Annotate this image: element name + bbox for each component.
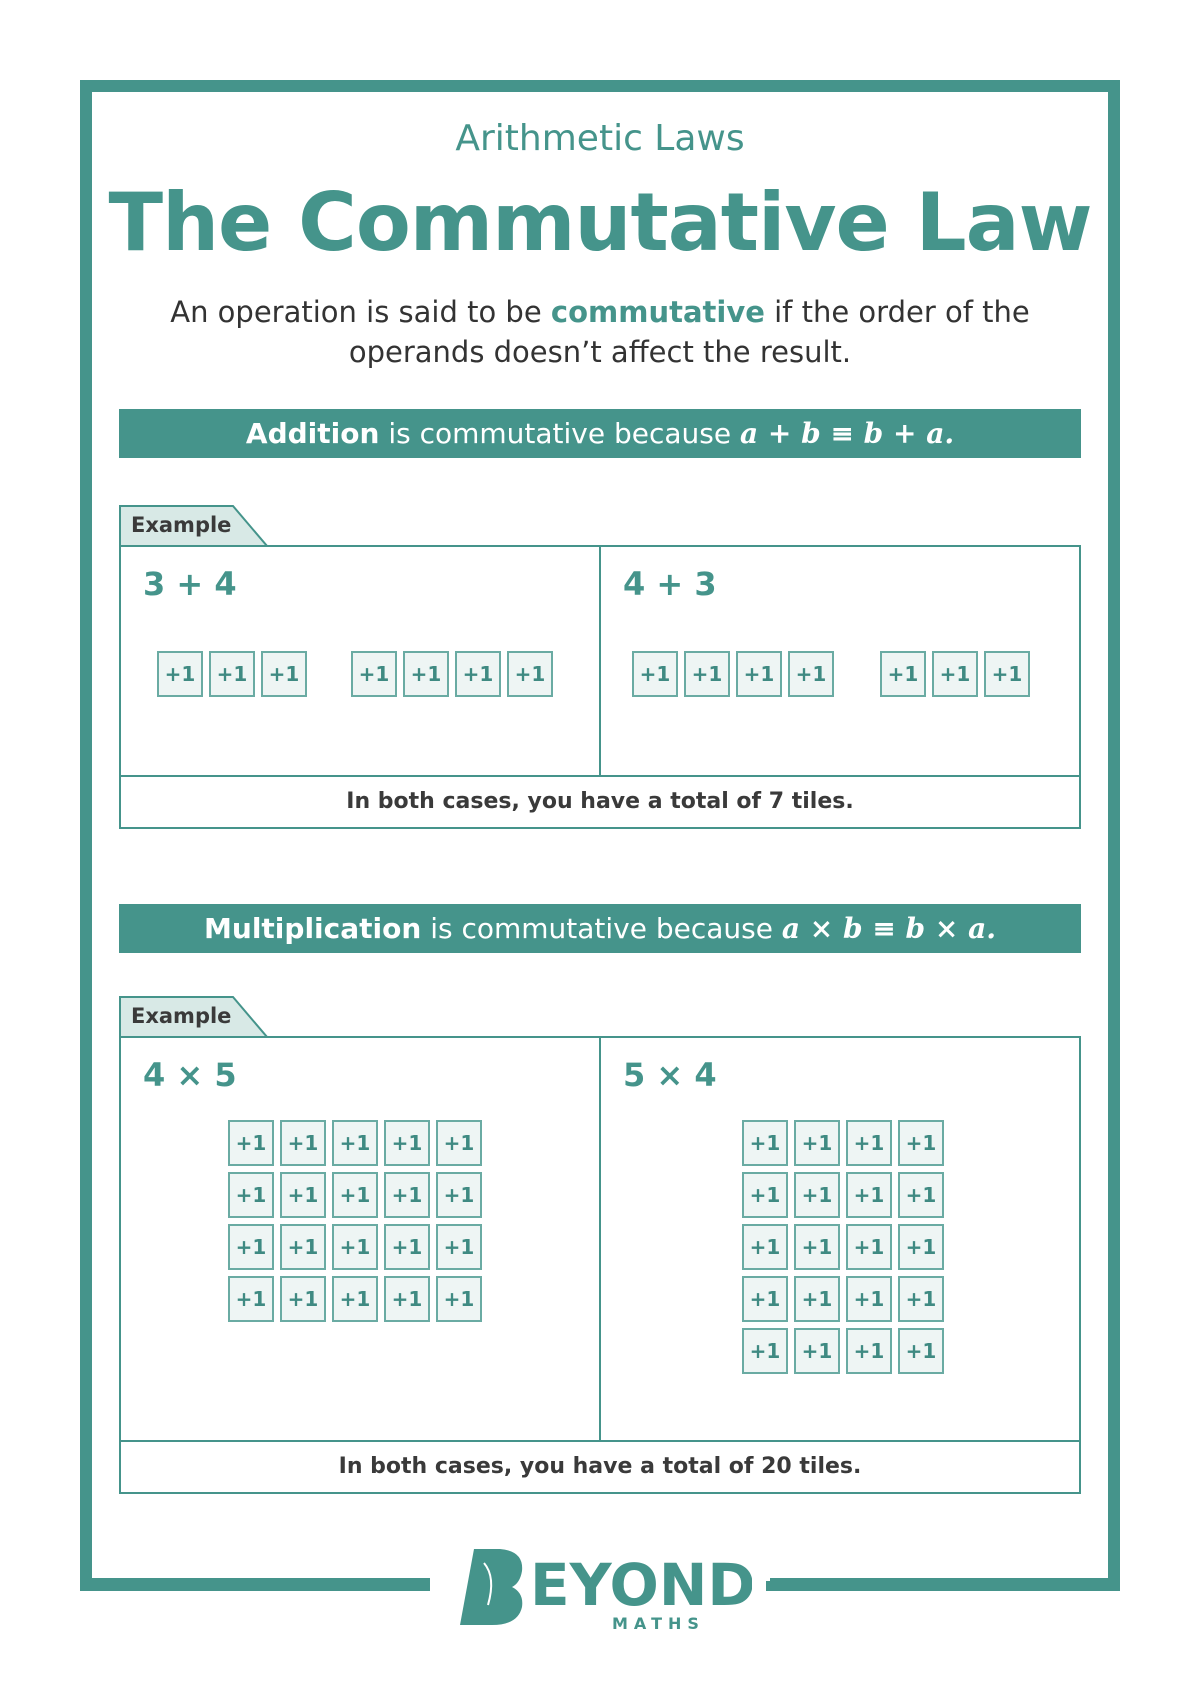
tab-label: Example [131, 1004, 232, 1028]
tile: +1 [332, 1172, 378, 1218]
addition-right-panel [601, 547, 1079, 775]
addition-footer: In both cases, you have a total of 7 tiles. [121, 775, 1079, 827]
frame-bottom-right [766, 1581, 1120, 1591]
tile: +1 [436, 1120, 482, 1166]
addition-example-tab [119, 505, 267, 545]
intro-before: An operation is said to be [170, 295, 551, 329]
banner-formula: a + b ≡ b + a. [740, 417, 955, 450]
tile: +1 [898, 1224, 944, 1270]
addition-banner [119, 409, 1081, 458]
tile: +1 [228, 1224, 274, 1270]
multiplication-example-tab [119, 996, 267, 1036]
tile: +1 [932, 651, 978, 697]
tile: +1 [846, 1172, 892, 1218]
banner-bold: Addition [245, 417, 380, 450]
tile: +1 [788, 651, 834, 697]
tile: +1 [742, 1172, 788, 1218]
tile: +1 [228, 1120, 274, 1166]
tile: +1 [455, 651, 501, 697]
tile: +1 [794, 1172, 840, 1218]
tile: +1 [736, 651, 782, 697]
tile: +1 [742, 1328, 788, 1374]
tile: +1 [507, 651, 553, 697]
intro-after: if the order of the operands doesn’t affect the result. [348, 295, 1030, 369]
multiplication-banner [119, 904, 1081, 953]
tile: +1 [351, 651, 397, 697]
tile: +1 [280, 1120, 326, 1166]
multiplication-left-panel [121, 1038, 601, 1440]
tile: +1 [280, 1276, 326, 1322]
tile: +1 [384, 1224, 430, 1270]
tile: +1 [228, 1172, 274, 1218]
tile: +1 [157, 651, 203, 697]
page-subtitle: Arithmetic Laws [455, 118, 745, 159]
multiplication-footer: In both cases, you have a total of 20 tiles. [121, 1440, 1079, 1492]
tile: +1 [794, 1224, 840, 1270]
tile: +1 [228, 1276, 274, 1322]
tile: +1 [846, 1328, 892, 1374]
svg-text:EYOND: EYOND [530, 1551, 752, 1619]
tile: +1 [846, 1120, 892, 1166]
tile: +1 [794, 1120, 840, 1166]
tile: +1 [332, 1224, 378, 1270]
multiplication-right-panel [601, 1038, 1079, 1440]
logo-icon [452, 1543, 752, 1633]
expression: 5 × 4 [623, 1056, 717, 1094]
tile: +1 [280, 1224, 326, 1270]
banner-text: is commutative because [421, 912, 782, 945]
expression: 4 + 3 [623, 565, 717, 603]
expression: 3 + 4 [143, 565, 237, 603]
addition-example-box [119, 545, 1081, 829]
tile: +1 [898, 1328, 944, 1374]
tab-label: Example [131, 513, 232, 537]
tile: +1 [684, 651, 730, 697]
tile: +1 [332, 1276, 378, 1322]
banner-formula: a × b ≡ b × a. [781, 912, 996, 945]
intro-highlight: commutative [550, 295, 765, 329]
tile: +1 [898, 1276, 944, 1322]
tile: +1 [209, 651, 255, 697]
tile: +1 [436, 1172, 482, 1218]
tile: +1 [898, 1120, 944, 1166]
tile: +1 [436, 1224, 482, 1270]
intro-text [120, 292, 1080, 372]
tile: +1 [898, 1172, 944, 1218]
tile: +1 [280, 1172, 326, 1218]
frame-bottom-left [80, 1581, 440, 1591]
tile: +1 [742, 1276, 788, 1322]
tile: +1 [846, 1276, 892, 1322]
tile: +1 [384, 1120, 430, 1166]
tile: +1 [742, 1224, 788, 1270]
tile: +1 [632, 651, 678, 697]
tile: +1 [794, 1276, 840, 1322]
tile: +1 [984, 651, 1030, 697]
addition-left-panel [121, 547, 601, 775]
page-title: The Commutative Law [108, 176, 1092, 269]
expression: 4 × 5 [143, 1056, 237, 1094]
tile: +1 [384, 1172, 430, 1218]
banner-text: is commutative because [379, 417, 741, 450]
svg-text:MATHS: MATHS [612, 1614, 705, 1633]
tile: +1 [403, 651, 449, 697]
tile: +1 [436, 1276, 482, 1322]
tile: +1 [794, 1328, 840, 1374]
tile: +1 [846, 1224, 892, 1270]
banner-bold: Multiplication [204, 912, 422, 945]
tile: +1 [332, 1120, 378, 1166]
tile: +1 [384, 1276, 430, 1322]
tile: +1 [261, 651, 307, 697]
tile: +1 [742, 1120, 788, 1166]
beyond-maths-logo [452, 1543, 752, 1633]
multiplication-example-box [119, 1036, 1081, 1494]
tile: +1 [880, 651, 926, 697]
